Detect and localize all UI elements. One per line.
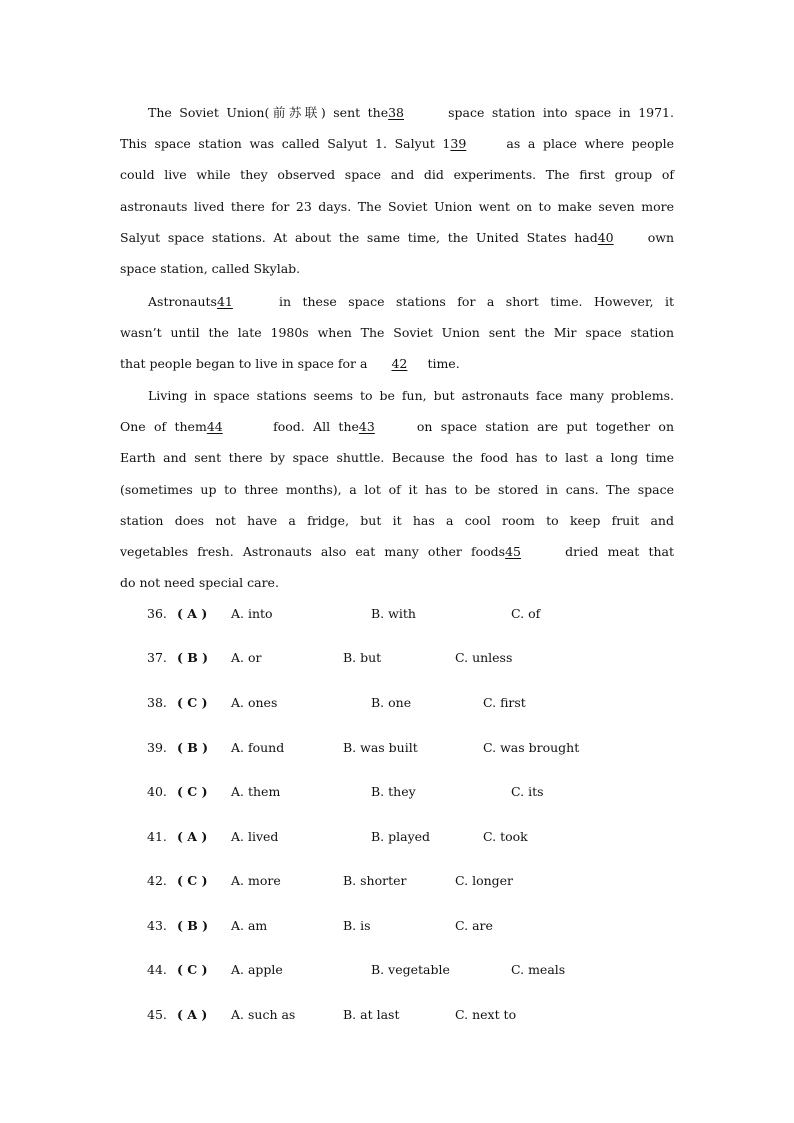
- blank-45: 45: [505, 544, 522, 560]
- passage-line: vegetables fresh. Astronauts also eat many other foods45 dried meat that: [120, 536, 674, 567]
- option-a: A. or: [231, 650, 262, 665]
- answer-marker: ( C ): [177, 784, 208, 799]
- option-a: A. found: [231, 740, 285, 755]
- passage-line: Astronauts41 in these space stations for a short time. However, it: [120, 286, 674, 317]
- option-a: A. more: [231, 873, 281, 888]
- option-a: A. such as: [231, 1007, 296, 1022]
- passage-line: do not need special care.: [120, 575, 279, 591]
- passage-line: Living in space stations seems to be fun, but astronauts face many problems.: [148, 388, 674, 403]
- option-b: B. shorter: [343, 873, 407, 888]
- option-b: B. with: [371, 606, 416, 621]
- option-b: B. was built: [343, 740, 418, 755]
- answer-marker: ( B ): [177, 918, 209, 933]
- passage-line: astronauts lived there for 23 days. The Soviet Union went on to make seven more: [120, 198, 674, 214]
- passage-line: Salyut space stations. At about the same time, the United States had40 own: [120, 222, 674, 253]
- option-c: C. was brought: [483, 740, 580, 755]
- blank-41: 41: [216, 294, 233, 309]
- option-b: B. they: [371, 784, 416, 799]
- option-a: A. am: [231, 918, 268, 933]
- option-c: C. of: [511, 606, 541, 621]
- blank-42: 42: [391, 356, 408, 372]
- passage-line: Earth and sent there by space shuttle. Because the food has to last a long time: [120, 450, 674, 466]
- option-c: C. took: [483, 829, 528, 844]
- answer-marker: ( A ): [177, 606, 208, 621]
- option-c: C. meals: [511, 962, 566, 977]
- option-a: A. them: [231, 784, 281, 799]
- passage-paragraph-2: [120, 286, 674, 380]
- blank-40: 40: [597, 229, 614, 245]
- option-c: C. next to: [455, 1007, 517, 1022]
- passage-line: This space station was called Salyut 1. Salyut 139 as a place where people: [120, 128, 674, 159]
- passage-paragraph-1: [120, 97, 674, 284]
- answer-marker: ( A ): [177, 829, 208, 844]
- passage-line: that people began to live in space for a 42 time.: [120, 348, 674, 379]
- option-c: C. its: [511, 784, 544, 799]
- answer-marker: ( C ): [177, 695, 208, 710]
- answer-marker: ( B ): [177, 650, 209, 665]
- blank-44: 44: [206, 419, 223, 435]
- blank-39: 39: [450, 136, 467, 152]
- passage-line: could live while they observed space and did experiments. The first group of: [120, 167, 674, 183]
- option-b: B. but: [343, 650, 382, 665]
- passage-line: One of them44 food. All the43 on space station are put together on: [120, 411, 674, 442]
- option-c: C. longer: [455, 873, 514, 888]
- passage-line: space station, called Skylab.: [120, 261, 301, 277]
- answer-marker: ( B ): [177, 740, 209, 755]
- option-a: A. ones: [231, 695, 278, 710]
- passage-line: wasn’t until the late 1980s when The Soviet Union sent the Mir space station: [120, 325, 674, 341]
- option-b: B. at last: [343, 1007, 400, 1022]
- passage-paragraph-3: [120, 380, 674, 598]
- answer-marker: ( C ): [177, 962, 208, 977]
- option-c: C. unless: [455, 650, 513, 665]
- blank-38: 38: [388, 105, 405, 120]
- option-a: A. into: [231, 606, 273, 621]
- option-b: B. one: [371, 695, 412, 710]
- option-c: C. first: [483, 695, 526, 710]
- answer-marker: ( C ): [177, 873, 208, 888]
- option-c: C. are: [455, 918, 493, 933]
- option-a: A. apple: [231, 962, 283, 977]
- passage-line: The Soviet Union(前苏联) sent the38 space station into space in 1971.: [120, 97, 674, 128]
- option-b: B. is: [343, 918, 371, 933]
- passage-line: (sometimes up to three months), a lot of it has to be stored in cans. The space: [120, 481, 674, 497]
- blank-43: 43: [358, 419, 375, 435]
- document-page: The Soviet Union(前苏联) sent the38 space station into space in 1971. This space station was called Salyut 1. Salyut 139 as a place where people could live while they observed space and did experiments. The first group of astronauts lived there for 23 days. The Soviet Union went on to make seven more Salyut space stations. At about the same time, the United States had40 own space station, called Skylab. Astronauts41 in these space stations for a short time. However, it wasn’t until the late 1980s when The Soviet Union sent the Mir space station that people began to live in space for a 42 time. Living in space stations seems to be fun, but astronauts face many problems. One of them44 food. All the43 on space station are put together on Earth and sent there by space shuttle. Because the food has to last a long time (sometimes up to three months), a lot of it has to be stored in cans. The space station does not have a fridge, but it has a cool room to keep fruit and vegetables fresh. Astronauts also eat many other foods45 dried meat that do not need special care. 36. ( A ) A. into B. with C. of 37. ( B ) A. or B. but C. unless 38. ( C ) A. ones B. one C. first 39. ( B ) A. found B. was built C. was brought 40. ( C ) A. them B. they C. its 41. ( A ) A. lived B. played C. took 42. ( C ) A. more B. shorter C. longer 43. ( B ) A. am B. is C. are 44. ( C ) A. apple B. vegetable C. meals 45. ( A ) A. such as B. at last C. next to: [0, 0, 794, 1123]
- answer-marker: ( A ): [177, 1007, 208, 1022]
- option-b: B. played: [371, 829, 431, 844]
- option-b: B. vegetable: [371, 962, 450, 977]
- passage-line: station does not have a fridge, but it has a cool room to keep fruit and: [120, 512, 674, 528]
- option-a: A. lived: [231, 829, 279, 844]
